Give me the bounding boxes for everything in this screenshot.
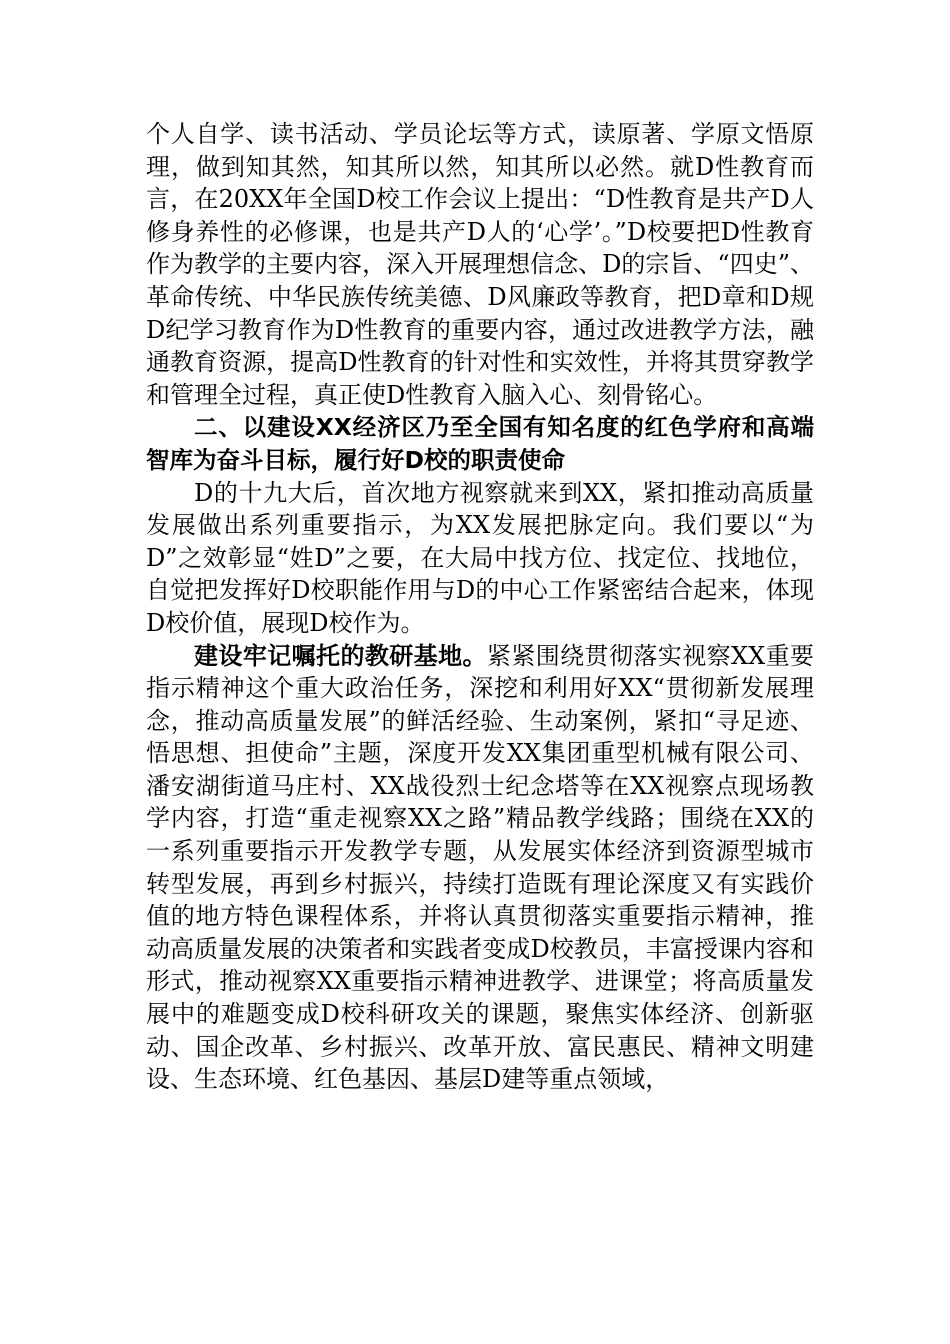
paragraph-body-text: 紧紧围绕贯彻落实视察XX重要指示精神这个重大政治任务，深挖和利用好XX“贯彻新发展理念，推动高质量发展”的鲜活经验、生动案例，紧扣“寻足迹、悟思想、担使命”主题，深度开发XX集团重型机械有限公司、潘安湖街道马庄村、XX战役烈士纪念塔等在XX视察点现场教学内容，打造“重走视察XX之路”精品教学线路；围绕在XX的一系列重要指示开发教学专题，从发展实体经济到资源型城市转型发展，再到乡村振兴，持续打造既有理论深度又有实践价值的地方特色课程体系，并将认真贯彻落实重要指示精神，推动高质量发展的决策者和实践者变成D校教员，丰富授课内容和形式，推动视察XX重要指示精神进教学、进课堂；将高质量发展中的难题变成D校科研攻关的课题，聚焦实体经济、创新驱动、国企改革、乡村振兴、改革开放、富民惠民、精神文明建设、生态环境、红色基因、基层D建等重点领域， [146, 641, 815, 1094]
paragraph-intro: D的十九大后，首次地方视察就来到XX，紧扣推动高质量发展做出系列重要指示，为XX发展把脉定向。我们要以“为D”之效彰显“姓D”之要，在大局中找方位、找定位、找地位，自觉把发挥好D校职能作用与D的中心工作紧密结合起来，体现D校价值，展现D校作为。 [146, 478, 814, 637]
document-body [146, 118, 814, 1096]
paragraph-continuation: 个人自学、读书活动、学员论坛等方式，读原著、学原文悟原理，做到知其然，知其所以然，知其所以必然。就D性教育而言，在20XX年全国D校工作会议上提出：“D性教育是共产D人修身养性的必修课，也是共产D人的‘心学’。”D校要把D性教育作为教学的主要内容，深入开展理想信念、D的宗旨、“四史”、革命传统、中华民族传统美德、D风廉政等教育，把D章和D规D纪学习教育作为D性教育的重要内容，通过改进教学方法，融通教育资源，提高D性教育的针对性和实效性，并将其贯穿教学和管理全过程，真正使D性教育入脑入心、刻骨铭心。 [146, 120, 814, 409]
paragraph-lead-sentence: 建设牢记嘱托的教研基地。 [194, 641, 487, 670]
section-heading: 二、以建设XX经济区乃至全国有知名度的红色学府和高端智库为奋斗目标，履行好D校的职责使命 [146, 413, 814, 474]
paragraph-teaching-base [146, 640, 814, 1096]
